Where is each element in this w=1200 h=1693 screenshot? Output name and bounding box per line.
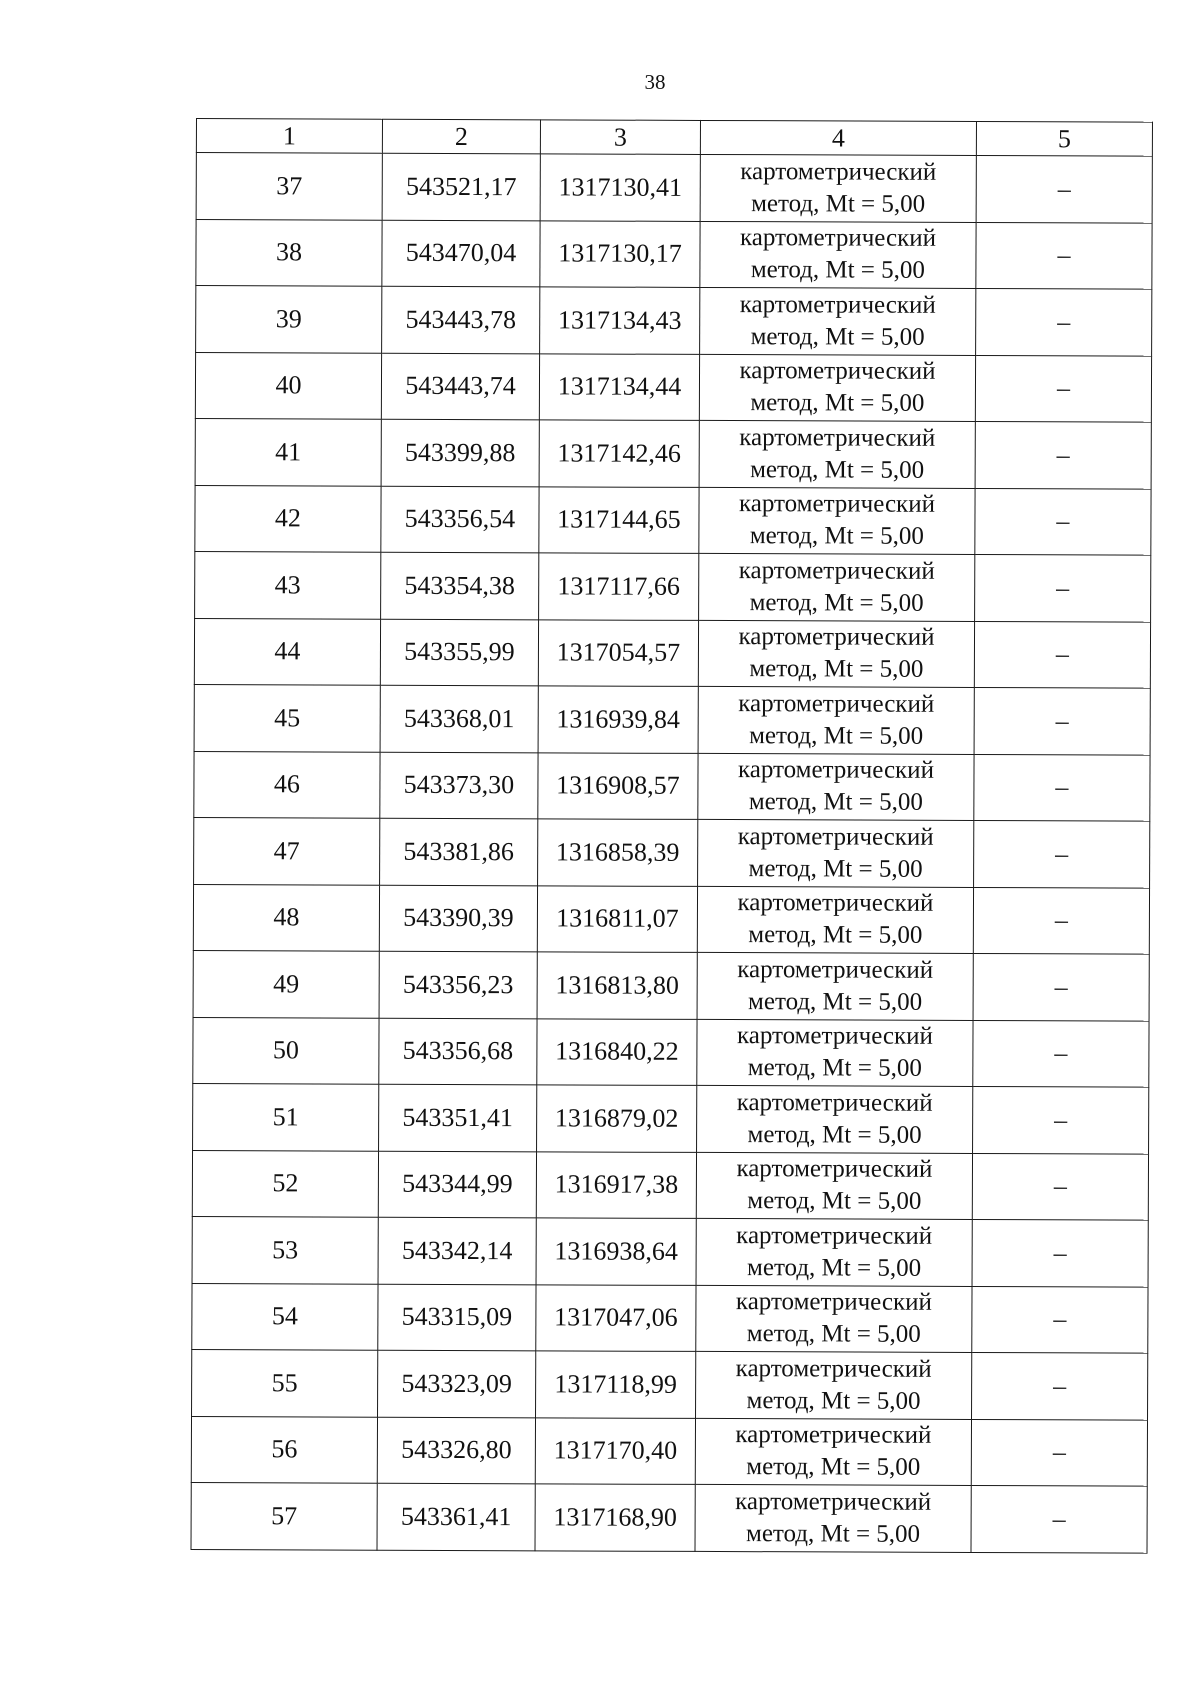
method-line-1: картометрический <box>735 1288 932 1317</box>
x-coordinate-cell: 543381,86 <box>380 818 538 885</box>
note-cell: – <box>971 1419 1147 1486</box>
y-coordinate-cell: 1317118,99 <box>536 1351 696 1418</box>
y-coordinate-cell: 1317117,66 <box>539 553 699 620</box>
table-row <box>195 418 1151 488</box>
method-line-1: картометрический <box>740 157 937 186</box>
method-line-2: метод, Mt = 5,00 <box>750 455 925 484</box>
x-coordinate-cell: 543355,99 <box>380 619 538 686</box>
header-col-1: 1 <box>196 119 382 154</box>
y-coordinate-cell: 1316858,39 <box>538 819 698 886</box>
table-row <box>194 817 1150 887</box>
point-number-cell: 42 <box>195 485 381 552</box>
y-coordinate-cell: 1316840,22 <box>537 1018 697 1085</box>
method-line-1: картометрический <box>737 955 934 984</box>
note-cell: – <box>974 687 1150 754</box>
page-number: 38 <box>644 70 666 94</box>
method-cell <box>700 287 976 355</box>
method-line-1: картометрический <box>736 1221 933 1250</box>
table-row <box>192 1150 1148 1220</box>
point-number-cell: 53 <box>192 1216 378 1283</box>
point-number-cell: 57 <box>191 1482 377 1549</box>
method-line-2: метод, Mt = 5,00 <box>747 1187 922 1216</box>
method-line-1: картометрический <box>738 490 936 519</box>
note-cell: – <box>975 488 1151 555</box>
table-row <box>192 1283 1148 1353</box>
table-row <box>196 153 1152 223</box>
y-coordinate-cell: 1316938,64 <box>536 1218 696 1285</box>
method-line-2: метод, Mt = 5,00 <box>749 522 924 551</box>
method-cell <box>700 221 976 289</box>
method-cell <box>698 686 974 754</box>
note-cell: – <box>972 1352 1148 1419</box>
y-coordinate-cell: 1317054,57 <box>538 619 698 686</box>
point-number-cell: 56 <box>191 1416 377 1483</box>
point-number-cell: 51 <box>193 1083 379 1150</box>
header-row <box>196 119 1152 157</box>
note-cell: – <box>974 621 1150 688</box>
method-cell <box>698 753 974 821</box>
method-line-1: картометрический <box>735 1421 932 1450</box>
method-cell <box>699 487 975 555</box>
note-cell: – <box>971 1485 1147 1552</box>
y-coordinate-cell: 1317142,46 <box>539 420 699 487</box>
x-coordinate-cell: 543354,38 <box>381 552 539 619</box>
method-cell <box>697 952 973 1020</box>
header-col-2: 2 <box>382 119 540 154</box>
x-coordinate-cell: 543399,88 <box>381 419 539 486</box>
y-coordinate-cell: 1317170,40 <box>535 1417 695 1484</box>
method-cell <box>696 1152 972 1220</box>
y-coordinate-cell: 1317130,17 <box>540 220 700 287</box>
table-row <box>193 884 1149 954</box>
table-body <box>191 153 1152 1553</box>
method-line-1: картометрический <box>735 1487 932 1516</box>
point-number-cell: 52 <box>192 1150 378 1217</box>
method-cell <box>696 1285 972 1353</box>
point-number-cell: 55 <box>192 1349 378 1416</box>
point-number-cell: 41 <box>195 418 381 485</box>
method-cell <box>695 1418 971 1486</box>
table-row <box>194 751 1150 821</box>
table-row <box>193 1017 1149 1087</box>
y-coordinate-cell: 1316908,57 <box>538 752 698 819</box>
method-cell <box>696 1351 972 1419</box>
x-coordinate-cell: 543373,30 <box>380 752 538 819</box>
table-row <box>193 1083 1149 1153</box>
table-row <box>192 1216 1148 1286</box>
table-row <box>195 551 1151 621</box>
method-line-1: картометрический <box>737 889 934 918</box>
note-cell: – <box>974 754 1150 821</box>
y-coordinate-cell: 1316813,80 <box>537 952 697 1019</box>
note-cell: – <box>976 222 1152 289</box>
method-line-1: картометрический <box>736 1155 933 1184</box>
y-coordinate-cell: 1317168,90 <box>535 1484 695 1551</box>
y-coordinate-cell: 1317134,43 <box>540 287 700 354</box>
method-line-1: картометрический <box>739 290 936 319</box>
method-line-1: картометрический <box>737 756 935 785</box>
note-cell: – <box>975 421 1151 488</box>
point-number-cell: 44 <box>194 618 380 685</box>
point-number-cell: 46 <box>194 751 380 818</box>
point-number-cell: 39 <box>196 286 382 353</box>
method-line-2: метод, Mt = 5,00 <box>751 189 926 218</box>
x-coordinate-cell: 543351,41 <box>379 1084 537 1151</box>
note-cell: – <box>972 1153 1148 1220</box>
method-line-2: метод, Mt = 5,00 <box>749 588 924 617</box>
note-cell: – <box>973 1020 1149 1087</box>
method-line-2: метод, Mt = 5,00 <box>746 1320 921 1349</box>
y-coordinate-cell: 1317047,06 <box>536 1284 696 1351</box>
coordinates-table <box>191 118 1153 1553</box>
method-line-2: метод, Mt = 5,00 <box>747 1253 922 1282</box>
note-cell: – <box>975 554 1151 621</box>
method-cell <box>699 354 975 422</box>
method-line-2: метод, Mt = 5,00 <box>750 389 925 418</box>
method-line-2: метод, Mt = 5,00 <box>748 987 923 1016</box>
x-coordinate-cell: 543323,09 <box>378 1350 536 1417</box>
note-cell: – <box>972 1219 1148 1286</box>
method-cell <box>697 886 973 954</box>
x-coordinate-cell: 543326,80 <box>377 1417 535 1484</box>
point-number-cell: 38 <box>196 219 382 286</box>
y-coordinate-cell: 1317134,44 <box>539 353 699 420</box>
method-cell <box>699 420 975 488</box>
point-number-cell: 54 <box>192 1283 378 1350</box>
table-row <box>191 1416 1147 1486</box>
table-row <box>195 352 1151 422</box>
x-coordinate-cell: 543443,74 <box>381 353 539 420</box>
method-line-1: картометрический <box>736 1088 933 1117</box>
table-row <box>191 1482 1147 1552</box>
method-cell <box>700 154 976 222</box>
method-line-2: метод, Mt = 5,00 <box>745 1519 921 1548</box>
point-number-cell: 40 <box>195 352 381 419</box>
point-number-cell: 50 <box>193 1017 379 1084</box>
note-cell: – <box>973 1086 1149 1153</box>
method-cell <box>699 553 975 621</box>
y-coordinate-cell: 1316879,02 <box>537 1085 697 1152</box>
method-cell <box>698 620 974 688</box>
note-cell: – <box>975 355 1151 422</box>
method-line-2: метод, Mt = 5,00 <box>750 256 925 285</box>
note-cell: – <box>974 820 1150 887</box>
point-number-cell: 47 <box>194 817 380 884</box>
method-cell <box>697 1019 973 1087</box>
x-coordinate-cell: 543521,17 <box>382 153 540 220</box>
table-row <box>194 618 1150 688</box>
header-col-5: 5 <box>976 121 1152 156</box>
table-row <box>192 1349 1148 1419</box>
y-coordinate-cell: 1316939,84 <box>538 686 698 753</box>
y-coordinate-cell: 1317144,65 <box>539 486 699 553</box>
method-line-2: метод, Mt = 5,00 <box>749 721 924 750</box>
method-cell <box>695 1484 971 1552</box>
x-coordinate-cell: 543443,78 <box>382 286 540 353</box>
x-coordinate-cell: 543315,09 <box>378 1284 536 1351</box>
x-coordinate-cell: 543356,54 <box>381 486 539 553</box>
header-col-3: 3 <box>540 120 700 155</box>
method-line-2: метод, Mt = 5,00 <box>748 921 923 950</box>
note-cell: – <box>976 288 1152 355</box>
method-cell <box>697 1085 973 1153</box>
y-coordinate-cell: 1316917,38 <box>536 1151 696 1218</box>
y-coordinate-cell: 1317130,41 <box>540 154 700 221</box>
method-line-1: картометрический <box>736 1022 934 1051</box>
x-coordinate-cell: 543361,41 <box>377 1483 535 1550</box>
point-number-cell: 37 <box>196 153 382 220</box>
header-col-4: 4 <box>700 120 976 155</box>
method-line-1: картометрический <box>738 623 935 652</box>
point-number-cell: 48 <box>193 884 379 951</box>
table-header <box>196 119 1152 157</box>
note-cell: – <box>976 155 1152 222</box>
x-coordinate-cell: 543356,68 <box>379 1018 537 1085</box>
x-coordinate-cell: 543344,99 <box>378 1151 536 1218</box>
y-coordinate-cell: 1316811,07 <box>537 885 697 952</box>
x-coordinate-cell: 543342,14 <box>378 1217 536 1284</box>
method-line-2: метод, Mt = 5,00 <box>746 1453 921 1482</box>
method-line-1: картометрический <box>737 822 934 851</box>
table-row <box>194 684 1150 754</box>
point-number-cell: 43 <box>195 551 381 618</box>
x-coordinate-cell: 543470,04 <box>382 220 540 287</box>
x-coordinate-cell: 543368,01 <box>380 685 538 752</box>
note-cell: – <box>972 1286 1148 1353</box>
table-row <box>196 219 1152 289</box>
table-row <box>193 950 1149 1020</box>
method-line-2: метод, Mt = 5,00 <box>747 1054 922 1083</box>
method-line-1: картометрический <box>735 1354 932 1383</box>
x-coordinate-cell: 543390,39 <box>379 885 537 952</box>
table-row <box>195 485 1151 555</box>
method-line-2: метод, Mt = 5,00 <box>748 854 923 883</box>
method-line-2: метод, Mt = 5,00 <box>746 1386 921 1415</box>
method-line-1: картометрический <box>738 689 935 718</box>
point-number-cell: 45 <box>194 684 380 751</box>
method-line-1: картометрический <box>738 556 935 585</box>
method-line-2: метод, Mt = 5,00 <box>748 788 923 817</box>
point-number-cell: 49 <box>193 950 379 1017</box>
method-line-2: метод, Mt = 5,00 <box>750 322 925 351</box>
method-cell <box>696 1218 972 1286</box>
method-line-2: метод, Mt = 5,00 <box>749 655 924 684</box>
x-coordinate-cell: 543356,23 <box>379 951 537 1018</box>
table-row <box>196 286 1152 356</box>
method-line-1: картометрический <box>739 423 936 452</box>
method-cell <box>698 819 974 887</box>
note-cell: – <box>973 953 1149 1020</box>
method-line-2: метод, Mt = 5,00 <box>747 1120 922 1149</box>
method-line-1: картометрический <box>739 357 936 386</box>
note-cell: – <box>973 887 1149 954</box>
method-line-1: картометрический <box>739 224 937 253</box>
